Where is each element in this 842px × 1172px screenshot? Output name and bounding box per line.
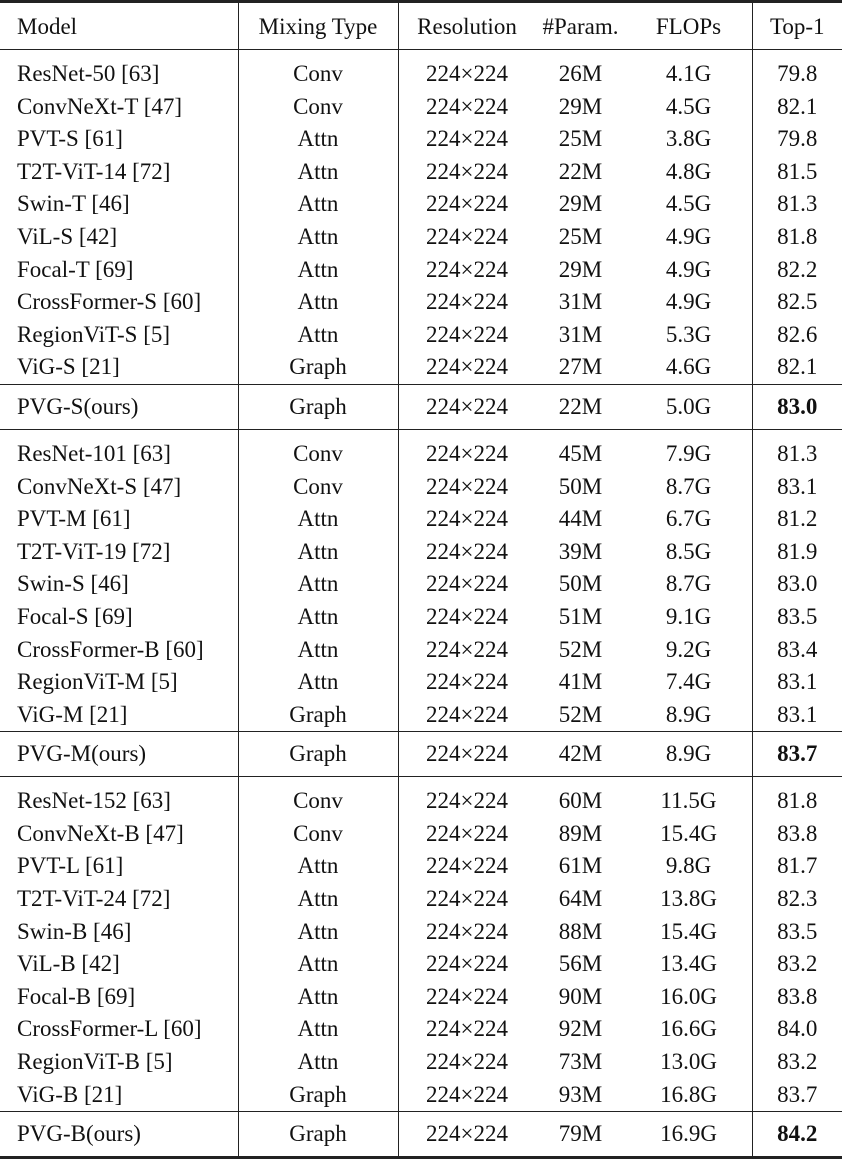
cell-resolution: 224×224	[398, 91, 536, 124]
cell-top1: 79.8	[752, 50, 842, 91]
cell-mixing-type: Attn	[238, 286, 398, 319]
best-score: 83.0	[777, 393, 818, 419]
cell-mixing-type: Conv	[238, 91, 398, 124]
cell-model: ResNet-101 [63]	[17, 440, 171, 466]
cell-resolution: 224×224	[398, 634, 536, 667]
table-row	[0, 699, 842, 732]
cell-mixing-type: Conv	[238, 50, 398, 91]
table-row	[0, 777, 842, 818]
cell-resolution: 224×224	[398, 536, 536, 569]
table-row	[0, 601, 842, 634]
cell-model: Focal-T [69]	[17, 256, 134, 282]
header-flops: FLOPs	[655, 14, 722, 39]
cell-model: CrossFormer-L [60]	[17, 1016, 202, 1042]
cell-resolution: 224×224	[398, 1046, 536, 1079]
table-row	[0, 156, 842, 189]
cell-mixing-type: Attn	[238, 254, 398, 287]
table-row	[0, 818, 842, 851]
cell-resolution: 224×224	[398, 188, 536, 221]
cell-flops: 8.7G	[665, 571, 712, 597]
cell-resolution: 224×224	[398, 50, 536, 91]
cell-mixing-type: Attn	[238, 568, 398, 601]
best-score: 83.7	[777, 741, 818, 767]
table-row	[0, 50, 842, 91]
cell-model: Focal-B [69]	[17, 983, 136, 1009]
cell-params: 45M	[558, 440, 603, 466]
cell-mixing-type: Conv	[238, 777, 398, 818]
cell-resolution: 224×224	[398, 471, 536, 504]
cell-model: ViG-B [21]	[17, 1081, 123, 1107]
cell-model: ViG-M [21]	[17, 701, 128, 727]
cell-top1: 81.3	[752, 188, 842, 221]
header-mixing-type: Mixing Type	[238, 2, 398, 50]
cell-top1: 83.4	[752, 634, 842, 667]
cell-flops: 16.8G	[660, 1081, 717, 1107]
cell-resolution: 224×224	[398, 1112, 536, 1158]
cell-params: 52M	[558, 636, 603, 662]
cell-resolution: 224×224	[398, 254, 536, 287]
cell-model: PVT-M [61]	[17, 506, 131, 532]
table-row	[0, 634, 842, 667]
cell-mixing-type: Attn	[238, 1013, 398, 1046]
cell-model: PVG-B(ours)	[17, 1121, 141, 1147]
cell-model: T2T-ViT-24 [72]	[17, 886, 171, 912]
cell-params: 73M	[558, 1049, 603, 1075]
cell-mixing-type: Attn	[238, 948, 398, 981]
cell-flops: 9.8G	[665, 853, 712, 879]
cell-top1: 83.8	[752, 818, 842, 851]
cell-flops: 8.9G	[665, 701, 712, 727]
cell-model: PVG-S(ours)	[17, 393, 139, 419]
cell-flops: 8.5G	[665, 538, 712, 564]
cell-mixing-type: Attn	[238, 883, 398, 916]
cell-mixing-type: Attn	[238, 319, 398, 352]
cell-resolution: 224×224	[398, 1079, 536, 1112]
cell-flops: 7.9G	[665, 440, 712, 466]
table-row	[0, 666, 842, 699]
cell-mixing-type: Attn	[238, 916, 398, 949]
cell-top1: 82.5	[752, 286, 842, 319]
cell-flops: 15.4G	[660, 820, 717, 846]
cell-resolution: 224×224	[398, 123, 536, 156]
cell-resolution: 224×224	[398, 286, 536, 319]
cell-params: 56M	[558, 951, 603, 977]
cell-mixing-type: Attn	[238, 188, 398, 221]
cell-top1: 83.1	[752, 471, 842, 504]
cell-model: ConvNeXt-T [47]	[17, 93, 183, 119]
cell-params: 50M	[558, 571, 603, 597]
cell-resolution: 224×224	[398, 156, 536, 189]
cell-resolution: 224×224	[398, 503, 536, 536]
cell-flops: 5.0G	[665, 393, 712, 419]
table-row	[0, 536, 842, 569]
cell-params: 41M	[558, 669, 603, 695]
cell-top1: 83.1	[752, 699, 842, 732]
cell-flops: 4.6G	[665, 354, 712, 380]
cell-params: 79M	[558, 1121, 603, 1147]
table-row	[0, 221, 842, 254]
cell-flops: 7.4G	[665, 669, 712, 695]
cell-params: 52M	[558, 701, 603, 727]
cell-resolution: 224×224	[398, 1013, 536, 1046]
cell-top1: 82.3	[752, 883, 842, 916]
table-row	[0, 123, 842, 156]
cell-top1: 83.5	[752, 601, 842, 634]
table-row	[0, 351, 842, 384]
cell-top1: 81.8	[752, 777, 842, 818]
cell-mixing-type: Attn	[238, 536, 398, 569]
header-top1: Top-1	[752, 2, 842, 50]
cell-params: 29M	[558, 191, 603, 217]
cell-mixing-type: Attn	[238, 850, 398, 883]
cell-model: Focal-S [69]	[17, 603, 133, 629]
table-body	[0, 50, 842, 1158]
cell-resolution: 224×224	[398, 221, 536, 254]
cell-flops: 16.0G	[660, 983, 717, 1009]
table-row	[0, 1013, 842, 1046]
cell-model: RegionViT-B [5]	[17, 1049, 173, 1075]
cell-mixing-type: Attn	[238, 1046, 398, 1079]
cell-model: PVG-M(ours)	[17, 741, 147, 767]
cell-top1: 79.8	[752, 123, 842, 156]
cell-resolution: 224×224	[398, 981, 536, 1014]
cell-resolution: 224×224	[398, 883, 536, 916]
cell-top1: 81.8	[752, 221, 842, 254]
cell-resolution: 224×224	[398, 948, 536, 981]
cell-mixing-type: Graph	[238, 351, 398, 384]
cell-resolution: 224×224	[398, 916, 536, 949]
cell-mixing-type: Graph	[238, 384, 398, 429]
table-row	[0, 319, 842, 352]
cell-mixing-type: Attn	[238, 634, 398, 667]
cell-flops: 16.6G	[660, 1016, 717, 1042]
cell-top1: 81.2	[752, 503, 842, 536]
cell-flops: 13.0G	[660, 1049, 717, 1075]
cell-top1: 82.2	[752, 254, 842, 287]
cell-top1: 83.1	[752, 666, 842, 699]
cell-params: 29M	[558, 256, 603, 282]
cell-top1: 83.8	[752, 981, 842, 1014]
cell-params: 61M	[558, 853, 603, 879]
cell-model: ResNet-152 [63]	[17, 788, 171, 814]
cell-params: 31M	[558, 289, 603, 315]
cell-resolution: 224×224	[398, 351, 536, 384]
cell-mixing-type: Attn	[238, 221, 398, 254]
cell-model: RegionViT-M [5]	[17, 669, 178, 695]
cell-top1: 82.1	[752, 91, 842, 124]
cell-model: PVT-S [61]	[17, 126, 123, 152]
table-row	[0, 286, 842, 319]
cell-top1: 82.6	[752, 319, 842, 352]
cell-flops: 13.8G	[660, 886, 717, 912]
header-resolution: Resolution	[398, 2, 536, 50]
cell-model: Swin-B [46]	[17, 918, 132, 944]
cell-mixing-type: Graph	[238, 732, 398, 777]
cell-flops: 3.8G	[665, 126, 712, 152]
cell-model: T2T-ViT-19 [72]	[17, 538, 171, 564]
table-row	[0, 948, 842, 981]
cell-top1: 82.1	[752, 351, 842, 384]
cell-resolution: 224×224	[398, 850, 536, 883]
cell-mixing-type: Attn	[238, 156, 398, 189]
cell-flops: 9.1G	[665, 603, 712, 629]
cell-params: 25M	[558, 126, 603, 152]
cell-params: 88M	[558, 918, 603, 944]
cell-top1	[752, 1112, 842, 1158]
cell-flops: 9.2G	[665, 636, 712, 662]
cell-resolution: 224×224	[398, 429, 536, 470]
cell-resolution: 224×224	[398, 568, 536, 601]
header-model: Model	[17, 14, 78, 39]
cell-resolution: 224×224	[398, 699, 536, 732]
cell-mixing-type: Attn	[238, 666, 398, 699]
cell-params: 27M	[558, 354, 603, 380]
table-row	[0, 981, 842, 1014]
table-row	[0, 188, 842, 221]
header-params: #Param.	[542, 14, 619, 39]
cell-params: 22M	[558, 393, 603, 419]
cell-mixing-type: Conv	[238, 471, 398, 504]
cell-params: 60M	[558, 788, 603, 814]
cell-top1: 84.0	[752, 1013, 842, 1046]
cell-flops: 11.5G	[660, 788, 717, 814]
cell-top1: 83.0	[752, 568, 842, 601]
table-row	[0, 503, 842, 536]
cell-flops: 8.7G	[665, 473, 712, 499]
cell-model: T2T-ViT-14 [72]	[17, 158, 171, 184]
cell-params: 42M	[558, 741, 603, 767]
table-row-ours	[0, 732, 842, 777]
cell-params: 22M	[558, 158, 603, 184]
cell-resolution: 224×224	[398, 666, 536, 699]
table-row	[0, 916, 842, 949]
cell-model: Swin-T [46]	[17, 191, 130, 217]
cell-top1: 81.7	[752, 850, 842, 883]
cell-mixing-type: Attn	[238, 601, 398, 634]
cell-model: PVT-L [61]	[17, 853, 124, 879]
cell-mixing-type: Attn	[238, 503, 398, 536]
cell-top1	[752, 384, 842, 429]
cell-flops: 16.9G	[660, 1121, 717, 1147]
cell-model: ConvNeXt-B [47]	[17, 820, 184, 846]
cell-flops: 4.5G	[665, 191, 712, 217]
cell-flops: 4.8G	[665, 158, 712, 184]
cell-params: 39M	[558, 538, 603, 564]
cell-params: 50M	[558, 473, 603, 499]
cell-params: 25M	[558, 223, 603, 249]
cell-top1: 81.9	[752, 536, 842, 569]
table-row	[0, 1079, 842, 1112]
table-row	[0, 1046, 842, 1079]
cell-resolution: 224×224	[398, 818, 536, 851]
cell-model: ViG-S [21]	[17, 354, 120, 380]
cell-flops: 4.9G	[665, 289, 712, 315]
cell-model: ViL-B [42]	[17, 951, 120, 977]
cell-flops: 8.9G	[665, 741, 712, 767]
cell-top1	[752, 732, 842, 777]
cell-top1: 83.2	[752, 1046, 842, 1079]
cell-flops: 4.1G	[665, 61, 712, 86]
cell-params: 92M	[558, 1016, 603, 1042]
cell-params: 44M	[558, 506, 603, 532]
cell-flops: 13.4G	[660, 951, 717, 977]
cell-model: Swin-S [46]	[17, 571, 129, 597]
cell-params: 51M	[558, 603, 603, 629]
table-row	[0, 91, 842, 124]
table-row	[0, 254, 842, 287]
cell-resolution: 224×224	[398, 384, 536, 429]
cell-mixing-type: Graph	[238, 1079, 398, 1112]
cell-model: CrossFormer-S [60]	[17, 289, 202, 315]
cell-mixing-type: Attn	[238, 123, 398, 156]
cell-params: 89M	[558, 820, 603, 846]
cell-top1: 83.2	[752, 948, 842, 981]
cell-model: RegionViT-S [5]	[17, 321, 171, 347]
cell-flops: 4.9G	[665, 223, 712, 249]
cell-top1: 83.7	[752, 1079, 842, 1112]
cell-top1: 83.5	[752, 916, 842, 949]
cell-params: 90M	[558, 983, 603, 1009]
header-row	[0, 2, 842, 50]
table-row	[0, 850, 842, 883]
cell-flops: 6.7G	[665, 506, 712, 532]
cell-mixing-type: Graph	[238, 1112, 398, 1158]
best-score: 84.2	[777, 1121, 818, 1147]
table-row	[0, 568, 842, 601]
cell-params: 26M	[558, 61, 603, 86]
cell-mixing-type: Conv	[238, 818, 398, 851]
cell-resolution: 224×224	[398, 777, 536, 818]
table-row-ours	[0, 384, 842, 429]
cell-mixing-type: Conv	[238, 429, 398, 470]
cell-model: ResNet-50 [63]	[17, 61, 160, 86]
cell-mixing-type: Attn	[238, 981, 398, 1014]
cell-top1: 81.3	[752, 429, 842, 470]
cell-resolution: 224×224	[398, 319, 536, 352]
table-row-ours	[0, 1112, 842, 1158]
cell-flops: 4.9G	[665, 256, 712, 282]
cell-params: 93M	[558, 1081, 603, 1107]
cell-mixing-type: Graph	[238, 699, 398, 732]
cell-flops: 5.3G	[665, 321, 712, 347]
table-row	[0, 429, 842, 470]
table-row	[0, 471, 842, 504]
cell-model: ConvNeXt-S [47]	[17, 473, 182, 499]
cell-resolution: 224×224	[398, 601, 536, 634]
cell-resolution: 224×224	[398, 732, 536, 777]
table-row	[0, 883, 842, 916]
cell-top1: 81.5	[752, 156, 842, 189]
cell-flops: 4.5G	[665, 93, 712, 119]
cell-params: 64M	[558, 886, 603, 912]
cell-model: ViL-S [42]	[17, 223, 118, 249]
cell-params: 29M	[558, 93, 603, 119]
cell-model: CrossFormer-B [60]	[17, 636, 204, 662]
cell-flops: 15.4G	[660, 918, 717, 944]
cell-params: 31M	[558, 321, 603, 347]
